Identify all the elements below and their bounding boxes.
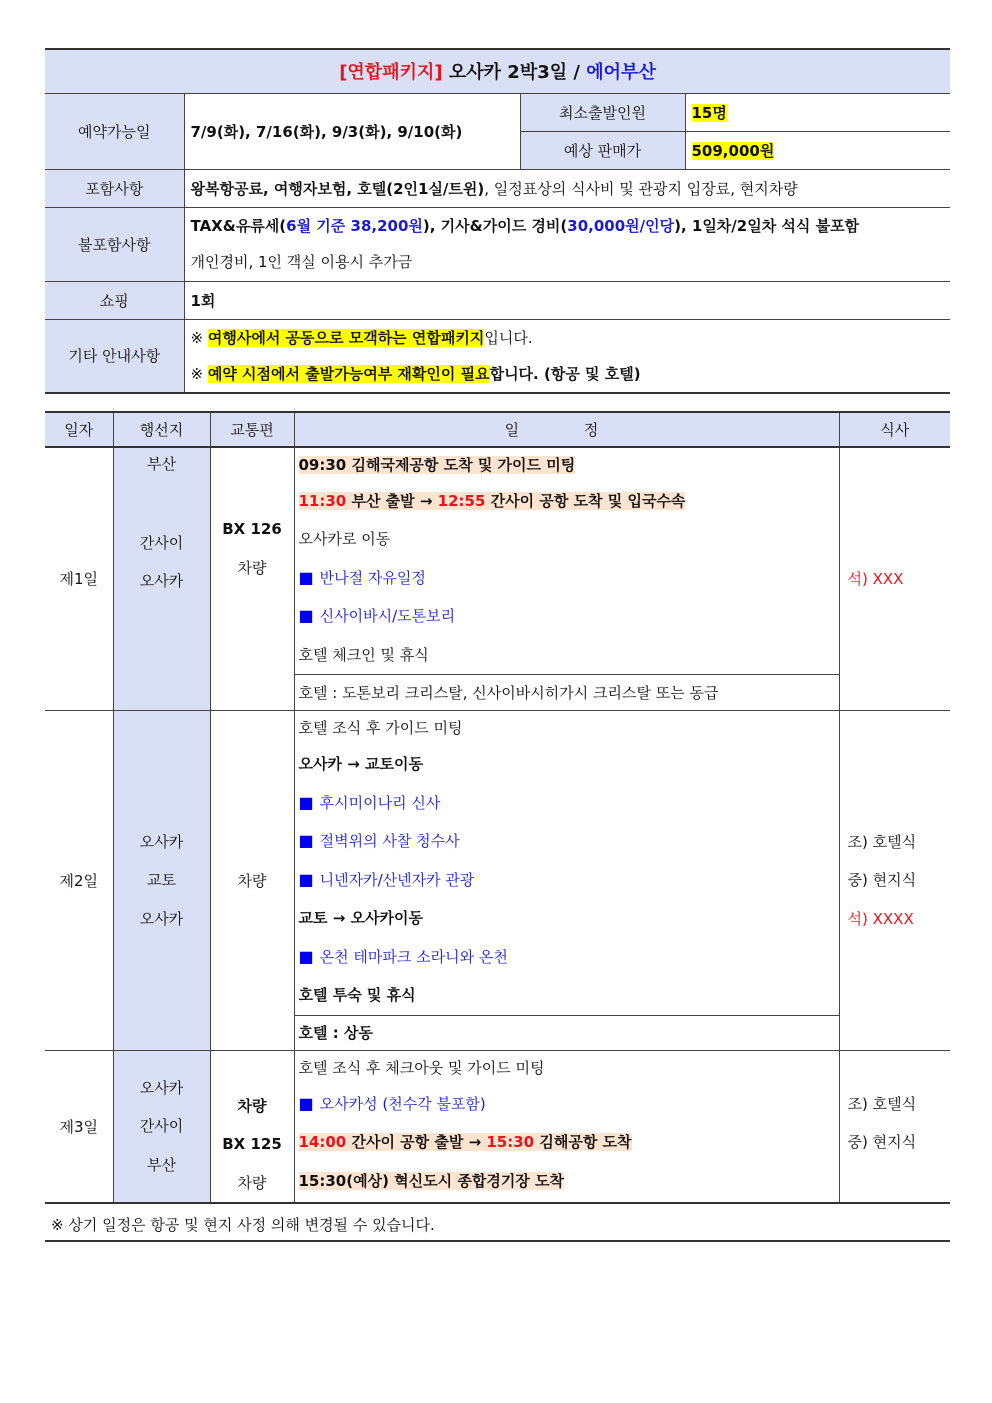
day1-item-5: 신사이바시/도톤보리	[319, 607, 456, 625]
square-bullet-icon: ■	[298, 831, 314, 850]
day1-place-1: 부산	[147, 454, 176, 473]
day3-places	[113, 1050, 210, 1203]
square-bullet-icon: ■	[298, 567, 314, 587]
note-mark: ※	[190, 328, 204, 347]
day1-itinerary	[294, 447, 839, 675]
day3-vehicle-1: 차량	[237, 1096, 267, 1115]
day2-place-2: 교토	[147, 871, 176, 889]
excluded-value	[184, 207, 950, 281]
day1-places	[113, 447, 210, 711]
day1-item-4: 반나절 자유일정	[319, 568, 426, 587]
header-meal: 식사	[839, 412, 950, 447]
square-bullet-icon: ■	[298, 946, 314, 966]
square-bullet-icon: ■	[298, 869, 314, 889]
etc-highlight-2: 예약 시점에서 출발가능여부 재확인이 필요	[207, 364, 490, 383]
excluded-line-2: 개인경비, 1인 객실 이용시 추가금	[190, 253, 413, 271]
day3-meal-lunch: 중) 현지식	[847, 1133, 917, 1152]
included-value	[184, 169, 950, 207]
excluded-text: TAX&유류세(	[190, 217, 287, 235]
title-airline: 에어부산	[586, 62, 656, 84]
day1-item-1: 09:30 김해국제공항 도착 및 가이드 미팅	[298, 455, 576, 474]
booking-label: 예약가능일	[45, 93, 184, 169]
excluded-tax-amount: 6월 기준 38,200원	[286, 217, 423, 235]
day3-meal-breakfast: 조) 호텔식	[847, 1094, 917, 1113]
day3-arrive-time: 15:30	[486, 1133, 535, 1151]
etc-value	[184, 319, 950, 393]
excluded-text: ), 기사&가이드 경비(	[422, 217, 568, 235]
day3-place-2: 간사이	[139, 1117, 184, 1135]
day1-place-3: 오사카	[139, 572, 184, 590]
day2-item-6: 교토 → 오사카이동	[298, 909, 423, 927]
header-place: 행선지	[113, 412, 210, 447]
day1-meal: 석) XXX	[839, 447, 950, 711]
day2-meal	[839, 711, 950, 1051]
excluded-label: 불포함사항	[45, 207, 184, 281]
day2-meal-lunch: 중) 현지식	[847, 871, 917, 889]
price-value: 509,000원	[691, 141, 775, 160]
footnote: ※ 상기 일정은 항공 및 현지 사정 의해 변경될 수 있습니다.	[45, 1210, 950, 1242]
booking-dates: 7/9(화), 7/16(화), 9/3(화), 9/10(화)	[184, 93, 520, 169]
included-bold: 왕복항공료, 여행자보험, 호텔(2인1실/트윈)	[190, 179, 485, 198]
price-label: 예상 판매가	[520, 131, 685, 169]
day2-hotel: 호텔 : 상동	[294, 1015, 839, 1050]
day1-transport	[210, 447, 294, 711]
day1-label: 제1일	[45, 447, 113, 711]
day1-vehicle: 차량	[237, 558, 267, 577]
square-bullet-icon: ■	[298, 606, 314, 625]
day3-item-4: 15:30(예상) 혁신도시 종합경기장 도착	[298, 1171, 564, 1190]
header-transport: 교통편	[210, 412, 294, 447]
title-separator: /	[573, 62, 580, 84]
day2-item-2: 오사카 → 교토이동	[298, 755, 423, 773]
day2-transport: 차량	[210, 711, 294, 1051]
day2-place-3: 오사카	[139, 909, 184, 928]
day2-item-5: 니넨자카/산넨자카 관광	[319, 870, 475, 889]
day1-flight: BX 126	[222, 520, 282, 539]
day2-item-8: 호텔 투숙 및 휴식	[298, 986, 416, 1004]
etc-rest-2: 합니다. (항공 및 호텔)	[489, 364, 641, 383]
day3-item-3b: 김해공항 도착	[534, 1133, 632, 1151]
day3-item-1: 호텔 조식 후 체크아웃 및 가이드 미팅	[298, 1058, 545, 1077]
title-prefix: [연합패키지]	[339, 62, 443, 84]
day2-itinerary	[294, 711, 839, 1016]
day3-item-2: 오사카성 (천수각 불포함)	[319, 1094, 486, 1113]
square-bullet-icon: ■	[298, 1093, 314, 1113]
day2-item-1: 호텔 조식 후 가이드 미팅	[298, 719, 463, 737]
day1-item-2b: 간사이 공항 도착 및 입국수속	[485, 491, 686, 510]
itinerary-document	[45, 48, 950, 1242]
day3-label: 제3일	[45, 1050, 113, 1203]
day3-flight: BX 125	[222, 1135, 282, 1153]
etc-rest-1: 입니다.	[484, 328, 533, 347]
day1-place-2: 간사이	[139, 533, 184, 552]
day2-meal-breakfast: 조) 호텔식	[847, 832, 917, 851]
included-rest: , 일정표상의 식사비 및 관광지 입장료, 현지차량	[484, 179, 798, 198]
day1-item-6: 호텔 체크인 및 휴식	[298, 645, 429, 664]
day3-vehicle-2: 차량	[237, 1173, 267, 1192]
min-participants-label: 최소출발인원	[520, 93, 685, 131]
schedule-table	[45, 411, 950, 1205]
shopping-value: 1회	[184, 281, 950, 319]
package-info-table	[45, 48, 950, 394]
day2-item-3: 후시미이나리 신사	[319, 793, 441, 812]
title-main: 오사카 2박3일	[448, 62, 568, 84]
day1-hotel: 호텔 : 도톤보리 크리스탈, 신사이바시히가시 크리스탈 또는 동급	[294, 675, 839, 711]
header-itinerary: 일 정	[294, 412, 839, 447]
included-label: 포함사항	[45, 169, 184, 207]
day3-place-1: 오사카	[139, 1078, 184, 1097]
day2-item-7: 온천 테마파크 소라니와 온천	[319, 947, 508, 966]
excluded-text: ), 1일차/2일차 석식 불포함	[674, 217, 860, 235]
day2-label: 제2일	[45, 711, 113, 1051]
day1-depart-time: 11:30	[298, 491, 347, 510]
day1-item-2a: 부산 출발 →	[346, 491, 438, 510]
excluded-guide-fee: 30,000원/인당	[567, 217, 675, 235]
note-mark: ※	[190, 364, 204, 383]
day1-item-3: 오사카로 이동	[298, 530, 391, 548]
package-title	[45, 49, 950, 93]
etc-highlight-1: 여행사에서 공동으로 모객하는 연합패키지	[207, 328, 485, 347]
etc-label: 기타 안내사항	[45, 319, 184, 393]
day3-itinerary	[294, 1050, 839, 1203]
day2-meal-dinner: 석) XXXX	[847, 909, 914, 928]
day3-depart-time: 14:00	[298, 1133, 347, 1151]
shopping-label: 쇼핑	[45, 281, 184, 319]
day2-place-1: 오사카	[139, 832, 184, 851]
day3-place-3: 부산	[147, 1155, 176, 1174]
day3-item-3a: 간사이 공항 출발 →	[346, 1133, 487, 1151]
min-participants-value: 15명	[691, 103, 727, 122]
day3-meal	[839, 1050, 950, 1203]
day3-transport	[210, 1050, 294, 1203]
header-day: 일자	[45, 412, 113, 447]
day1-arrive-time: 12:55	[437, 491, 486, 510]
day2-item-4: 절벽위의 사찰 청수사	[319, 832, 460, 850]
day2-places	[113, 711, 210, 1051]
square-bullet-icon: ■	[298, 792, 314, 812]
